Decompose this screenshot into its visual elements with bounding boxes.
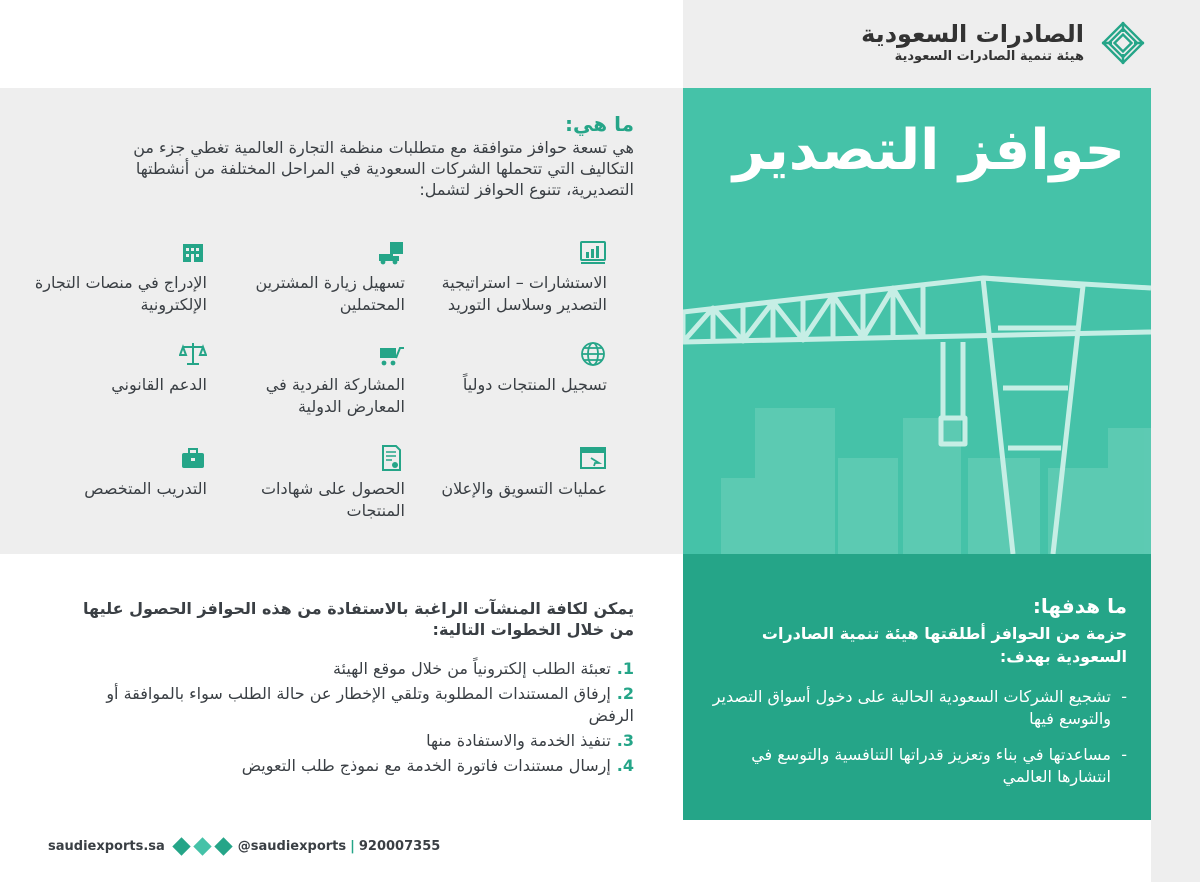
incentive-label: الدعم القانوني	[111, 375, 207, 394]
logo	[848, 18, 1148, 78]
incentive-label: التدريب المتخصص	[84, 479, 207, 498]
step-item	[74, 683, 634, 727]
incentive-legal	[32, 340, 207, 396]
incentive-label: عمليات التسويق والإعلان	[441, 479, 607, 498]
incentive-label: الإدراج في منصات التجارة الإلكترونية	[34, 273, 207, 314]
step-text: إرسال مستندات فاتورة الخدمة مع نموذج طلب التعويض	[241, 756, 611, 775]
incentive-label: تسهيل زيارة المشترين المحتملين	[255, 273, 405, 314]
step-text: تنفيذ الخدمة والاستفادة منها	[426, 731, 611, 750]
step-number: 4.	[616, 756, 634, 775]
page-title: حوافز التصدير	[732, 118, 1125, 183]
logo-main-text: الصادرات السعودية	[861, 20, 1084, 48]
globe-icon	[579, 340, 607, 368]
goal-subheading: حزمة من الحوافز أطلقتها هيئة تنمية الصادرات السعودية بهدف:	[761, 624, 1127, 666]
incentive-marketing	[432, 444, 607, 500]
step-number: 3.	[616, 731, 634, 750]
step-number: 1.	[616, 659, 634, 678]
incentive-exhibitions	[230, 340, 405, 418]
steps-list	[74, 658, 634, 780]
saudi-exports-logo-icon	[1098, 18, 1148, 68]
browser-icon	[579, 444, 607, 472]
truck-container-icon	[377, 238, 405, 266]
what-description: هي تسعة حوافز متوافقة مع متطلبات منظمة التجارة العالمية تغطي جزء من التكاليف التي تتحملها الشركات السعودية في المراحل المختلفة من أنشطتها التصديرية، تتنوع الحوافز لتشمل:	[133, 138, 634, 199]
briefcase-icon	[179, 444, 207, 472]
goal-panel	[683, 554, 1151, 820]
diamond-icon	[193, 837, 211, 855]
chart-icon	[579, 238, 607, 266]
step-item	[74, 658, 634, 680]
incentive-label: تسجيل المنتجات دولياً	[462, 375, 607, 394]
cart-icon	[377, 340, 405, 368]
incentive-label: الاستشارات – استراتيجية التصدير وسلاسل التوريد	[441, 273, 607, 314]
incentive-training	[32, 444, 207, 500]
incentive-label: الحصول على شهادات المنتجات	[260, 479, 405, 520]
incentive-buyer-visits	[230, 238, 405, 316]
footer-separator: |	[350, 838, 355, 854]
incentive-ecommerce	[32, 238, 207, 316]
what-heading: ما هي:	[565, 112, 634, 136]
step-number: 2.	[616, 684, 634, 703]
incentive-product-registration	[432, 340, 607, 396]
incentive-certificates	[230, 444, 405, 522]
goal-list	[707, 686, 1127, 802]
phone-number[interactable]: 920007355	[358, 838, 441, 854]
step-item	[74, 755, 634, 777]
goal-item: - مساعدتها في بناء وتعزيز قدراتها التنافسية والتوسع في انتشارها العالمي	[707, 744, 1127, 788]
step-text: تعبئة الطلب إلكترونياً من خلال موقع الهيئة	[332, 659, 611, 678]
website-link[interactable]: saudiexports.sa	[48, 838, 165, 854]
title-panel	[683, 88, 1151, 554]
certificate-icon	[377, 444, 405, 472]
goal-item: - تشجيع الشركات السعودية الحالية على دخول أسواق التصدير والتوسع فيها	[707, 686, 1127, 730]
step-item	[74, 730, 634, 752]
crane-illustration	[683, 268, 1151, 554]
diamond-icon	[214, 837, 232, 855]
step-text: إرفاق المستندات المطلوبة وتلقي الإخطار عن حالة الطلب سواء بالموافقة أو الرفض	[106, 684, 634, 725]
incentive-consulting	[432, 238, 607, 316]
steps-heading: يمكن لكافة المنشآت الراغبة بالاستفادة من هذه الحوافز الحصول عليها من خلال الخطوات التالية:	[83, 599, 634, 639]
right-edge-stripe	[1151, 0, 1200, 882]
footer	[48, 836, 440, 856]
scales-icon	[179, 340, 207, 368]
goal-heading: ما هدفها:	[1032, 594, 1127, 618]
social-handle[interactable]: @saudiexports	[237, 838, 347, 854]
logo-sub-text: هيئة تنمية الصادرات السعودية	[894, 49, 1084, 64]
building-icon	[179, 238, 207, 266]
diamond-icon	[172, 837, 190, 855]
incentive-label: المشاركة الفردية في المعارض الدولية	[265, 375, 405, 416]
